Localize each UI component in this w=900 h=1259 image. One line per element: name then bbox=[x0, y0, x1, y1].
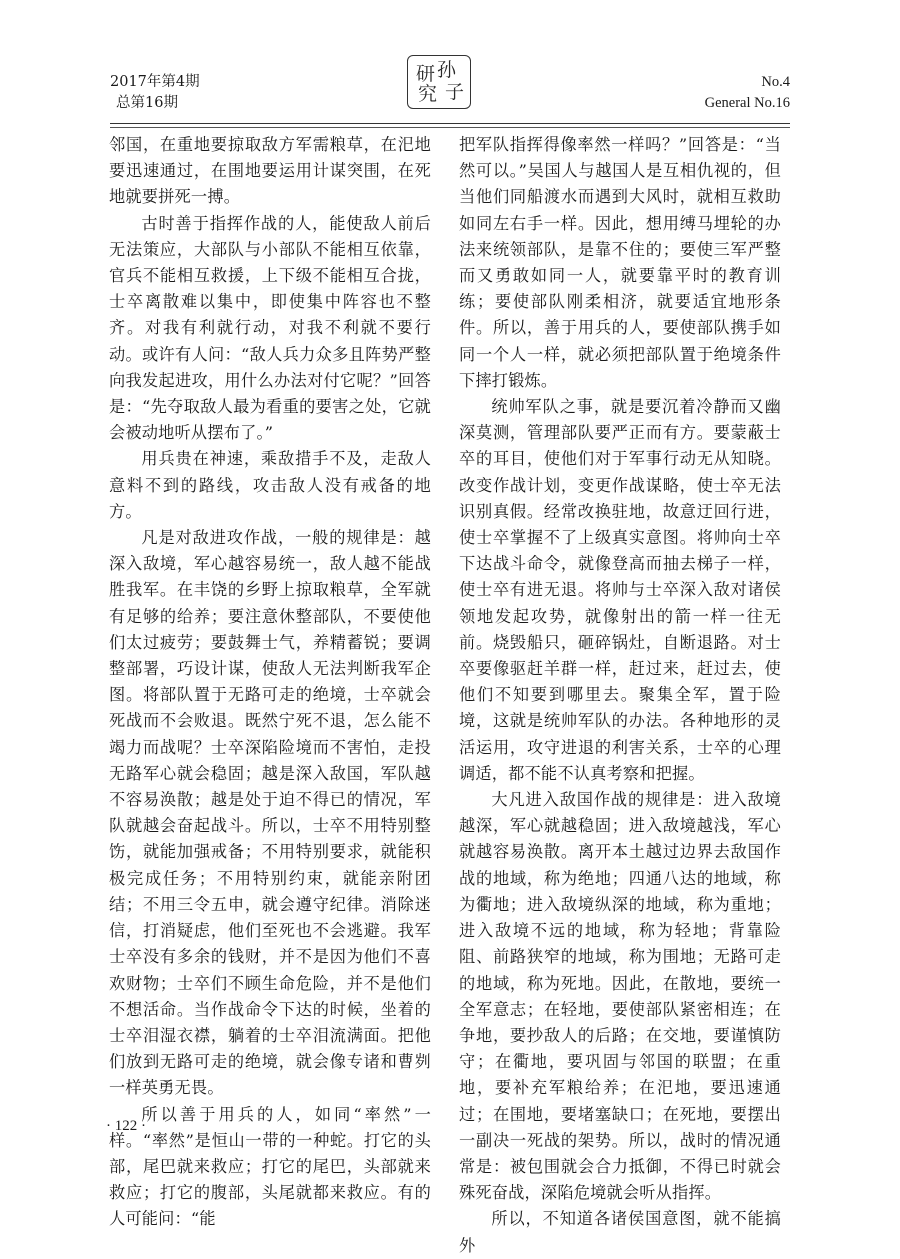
issue-info-en bbox=[705, 72, 790, 114]
paragraph: 统帅军队之事，就是要沉着冷静而又幽深莫测，管理部队要严正而有方。要蒙蔽士卒的耳目，使他们对于军事行动无从知晓。改变作战计划，变更作战谋略，使士卒无法识别真假。经常改换驻地，故意迂回行进，使士卒掌握不了上级真实意图。将帅向士卒下达战斗命令，就像登高而抽去梯子一样，使士卒有进无退。将帅与士卒深入敌对诸侯领地发起攻势，就像射出的箭一样一往无前。烧毁船只，砸碎锅灶，自断退路。对士卒要像驱赶羊群一样，赶过来，赶过去，使他们不知要到哪里去。聚集全军，置于险境，这就是统帅军队的办法。各种地形的灵活运用，攻守进退的利害关系，士卒的心理调适，都不能不认真考察和把握。 bbox=[459, 397, 781, 783]
header-rule-thick bbox=[110, 123, 790, 124]
issue-year: 2017年第4期 bbox=[110, 74, 200, 90]
paragraph: 所以善于用兵的人，如同“率然”一样。“率然”是恒山一带的一种蛇。打它的头部，尾巴就来救应；打它的尾巴，头部就来救应；打它的腹部，头尾就都来救应。有的人可能问：“能 bbox=[109, 1104, 431, 1229]
paragraph: 邻国，在重地要掠取敌方军需粮草，在汜地要迅速通过，在围地要运用计谋突围，在死地就要拼死一搏。 bbox=[109, 135, 431, 207]
logo-char-2: 子 bbox=[445, 81, 465, 103]
page-header bbox=[0, 0, 900, 130]
paragraph: 古时善于指挥作战的人，能使敌人前后无法策应，大部队与小部队不能相互依靠，官兵不能相互救援，上下级不能相互合拢，士卒离散难以集中，即使集中阵容也不整齐。对我有利就行动，对我不利就不要行动。或许有人问：“敌人兵力众多且阵势严整向我发起进攻，用什么办法对付它呢？”回答是：“先夺取敌人最为看重的要害之处，它就会被动地听从摆布了。” bbox=[109, 213, 431, 443]
left-column bbox=[109, 132, 431, 1233]
journal-logo bbox=[407, 55, 471, 109]
page-number: · 122 · bbox=[106, 1118, 146, 1134]
right-column bbox=[459, 132, 781, 1259]
paragraph: 用兵贵在神速，乘敌措手不及，走敌人意料不到的路线，攻击敌人没有戒备的地方。 bbox=[109, 449, 431, 521]
paragraph: 把军队指挥得像率然一样吗？”回答是：“当然可以。”吴国人与越国人是互相仇视的，但当他们同船渡水而遇到大风时，就相互救助如同左右手一样。因此，想用缚马埋轮的办法来统领部队，是靠不住的；要使三军严整而又勇敢如同一人，就要靠平时的教育训练；要使部队刚柔相济，就要适宜地形条件。所以，善于用兵的人，要使部队携手如同一个人一样，就必须把部队置于绝境条件下摔打锻炼。 bbox=[459, 135, 781, 390]
issue-total: 总第16期 bbox=[116, 95, 178, 111]
general-number: General No.16 bbox=[704, 95, 790, 111]
header-rule-thin bbox=[110, 127, 790, 128]
paragraph: 凡是对敌进攻作战，一般的规律是：越深入敌境，军心越容易统一，敌人越不能战胜我军。在丰饶的乡野上掠取粮草，全军就有足够的给养；要注意休整部队，不要使他们太过疲劳；要鼓舞士气，养精蓄锐；要调整部署，巧设计谋，使敌人无法判断我军企图。将部队置于无路可走的绝境，士卒就会死战而不会败退。既然宁死不退，怎么能不竭力而战呢？士卒深陷险境而不害怕，走投无路军心就会稳固；越是深入敌国，军队越不容易涣散；越是处于迫不得已的情况，军队就越会奋起战斗。所以，士卒不用特别整饬，就能加强戒备；不用特别要求，就能积极完成任务；不用特别约束，就能亲附团结；不用三令五申，就会遵守纪律。消除迷信，打消疑虑，他们至死也不会逃避。我军士卒没有多余的钱财，并不是因为他们不喜欢财物；士卒们不顾生命危险，并不是他们不想活命。当作战命令下达的时候，坐着的士卒泪湿衣襟，躺着的士卒泪流满面。把他们放到无路可走的绝境，就会像专诸和曹刿一样英勇无畏。 bbox=[109, 528, 431, 1098]
issue-number: No.4 bbox=[761, 74, 790, 90]
paragraph: 大凡进入敌国作战的规律是：进入敌境越深，军心就越稳固；进入敌境越浅，军心就越容易涣散。离开本土越过边界去敌国作战的地域，称为绝地；四通八达的地域，称为衢地；进入敌境纵深的地域，称为重地；进入敌境不远的地域，称为轻地；背靠险阻、前路狭窄的地域，称为围地；无路可走的地域，称为死地。因此，在散地，要统一全军意志；在轻地，要使部队紧密相连；在争地，要抄敌人的后路；在交地，要谨慎防守；在衢地，要巩固与邻国的联盟；在重地，要补充军粮给养；在汜地，要迅速通过；在围地，要堵塞缺口；在死地，要摆出一副决一死战的架势。所以，战时的情况通常是：被包围就会合力抵御，不得已时就会殊死奋战，深陷危境就会听从指挥。 bbox=[459, 790, 781, 1203]
paragraph: 所以，不知道各诸侯国意图，就不能搞外 bbox=[459, 1209, 781, 1255]
logo-char-3: 研 bbox=[416, 63, 436, 85]
logo-char-1: 孙 bbox=[437, 59, 457, 81]
logo-char-4: 究 bbox=[418, 83, 438, 105]
issue-info-cn bbox=[110, 72, 200, 114]
